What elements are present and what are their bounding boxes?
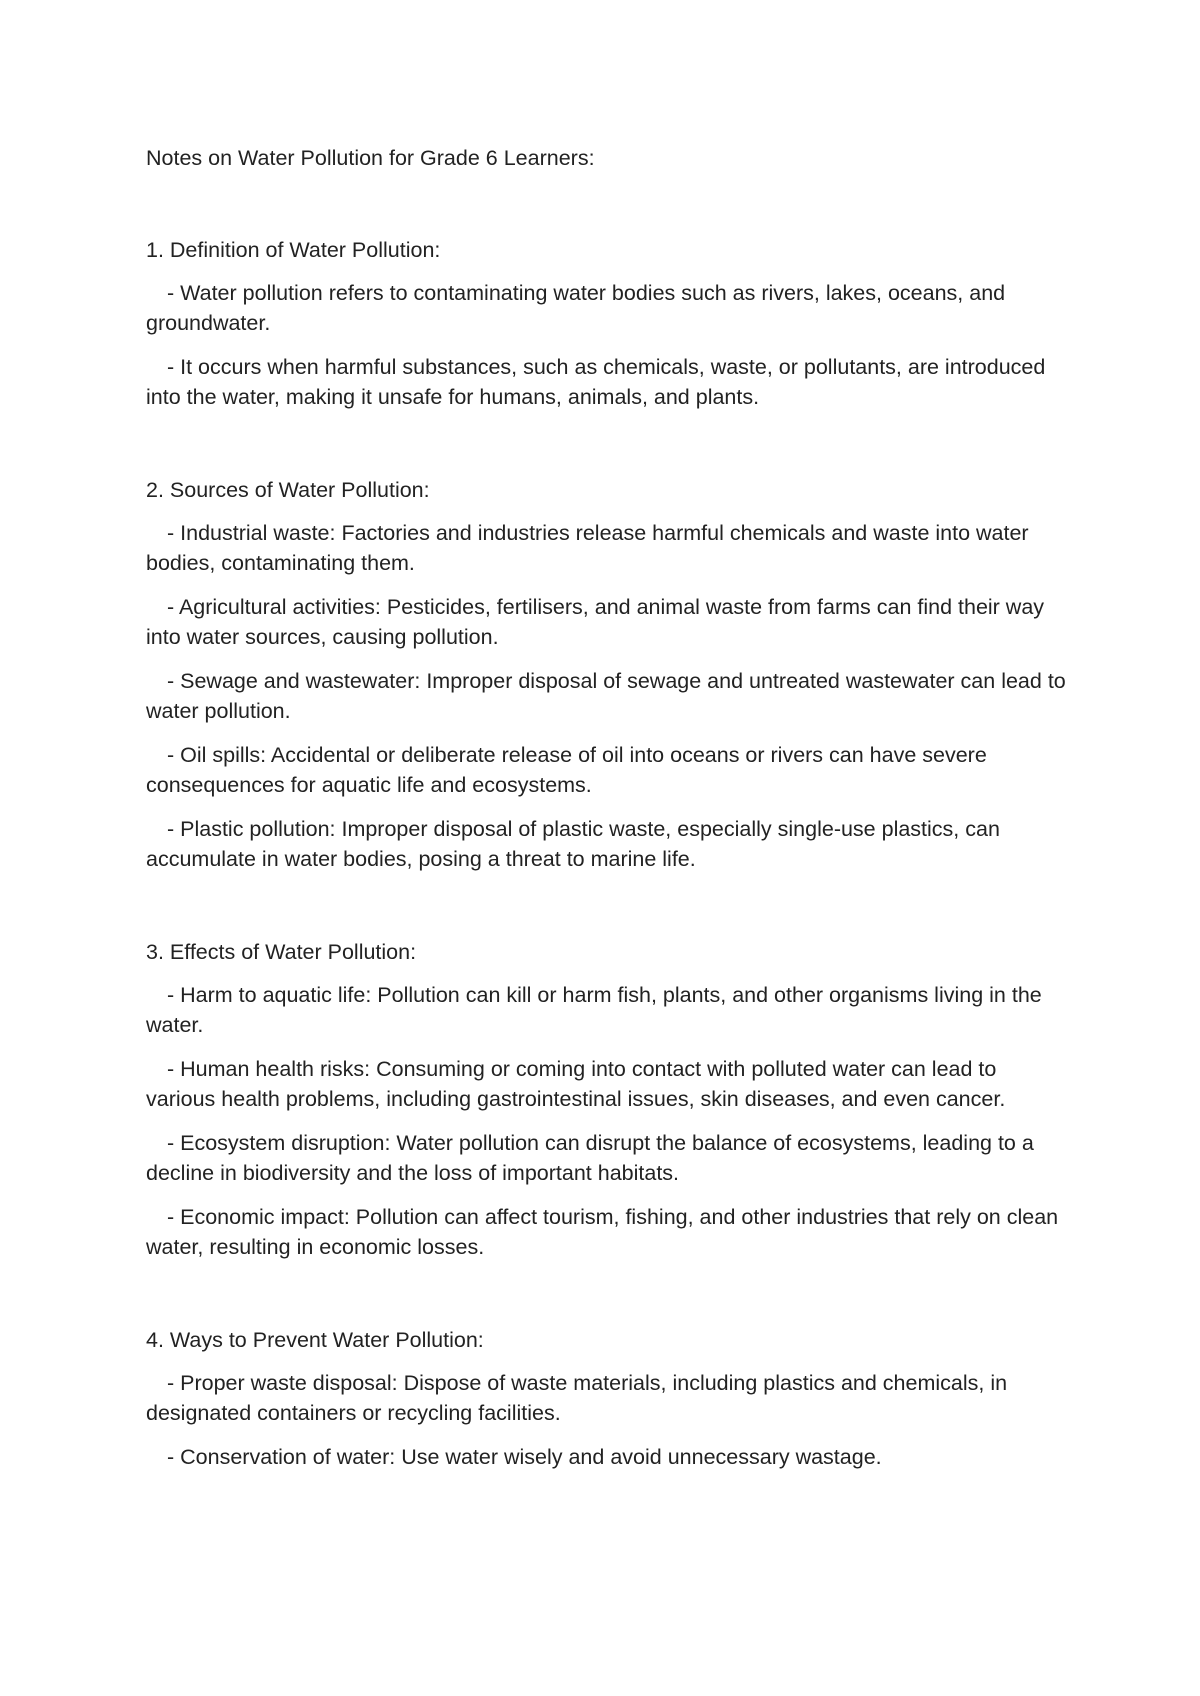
bullet-point: - Water pollution refers to contaminating water bodies such as rivers, lakes, oceans, and groundwater. (146, 281, 1006, 335)
bullet-point: - Proper waste disposal: Dispose of waste materials, including plastics and chemicals, in designated containers or recycling facilities. (146, 1371, 1008, 1425)
bullet-point: - Agricultural activities: Pesticides, fertilisers, and animal waste from farms can find their way into water sources, causing pollution. (146, 595, 1045, 649)
bullet-point: - Sewage and wastewater: Improper disposal of sewage and untreated wastewater can lead to water pollution. (146, 669, 1066, 723)
bullet-point: - Harm to aquatic life: Pollution can kill or harm fish, plants, and other organisms living in the water. (146, 983, 1042, 1037)
section-prevention (146, 1325, 1066, 1472)
bullet-point: - Ecosystem disruption: Water pollution can disrupt the balance of ecosystems, leading to a decline in biodiversity and the loss of important habitats. (146, 1131, 1034, 1185)
bullet-point: - Economic impact: Pollution can affect tourism, fishing, and other industries that rely on clean water, resulting in economic losses. (146, 1205, 1059, 1259)
document-title: Notes on Water Pollution for Grade 6 Learners: (146, 146, 595, 170)
bullet-point: - Plastic pollution: Improper disposal of plastic waste, especially single-use plastics, can accumulate in water bodies, posing a threat to marine life. (146, 817, 1000, 871)
bullet-point: - Conservation of water: Use water wisely and avoid unnecessary wastage. (167, 1445, 882, 1469)
section-effects (146, 937, 1066, 1262)
section-definition (146, 235, 1066, 412)
section-heading: 2. Sources of Water Pollution: (146, 478, 430, 502)
document-page (146, 143, 1066, 1472)
bullet-point: - Industrial waste: Factories and industries release harmful chemicals and waste into water bodies, contaminating them. (146, 521, 1029, 575)
bullet-point: - Human health risks: Consuming or coming into contact with polluted water can lead to various health problems, including gastrointestinal issues, skin diseases, and even cancer. (146, 1057, 1006, 1111)
bullet-point: - Oil spills: Accidental or deliberate release of oil into oceans or rivers can have severe consequences for aquatic life and ecosystems. (146, 743, 987, 797)
bullet-point: - It occurs when harmful substances, such as chemicals, waste, or pollutants, are introduced into the water, making it unsafe for humans, animals, and plants. (146, 355, 1046, 409)
section-heading: 4. Ways to Prevent Water Pollution: (146, 1328, 484, 1352)
section-sources (146, 475, 1066, 874)
section-heading: 1. Definition of Water Pollution: (146, 238, 441, 262)
section-heading: 3. Effects of Water Pollution: (146, 940, 417, 964)
